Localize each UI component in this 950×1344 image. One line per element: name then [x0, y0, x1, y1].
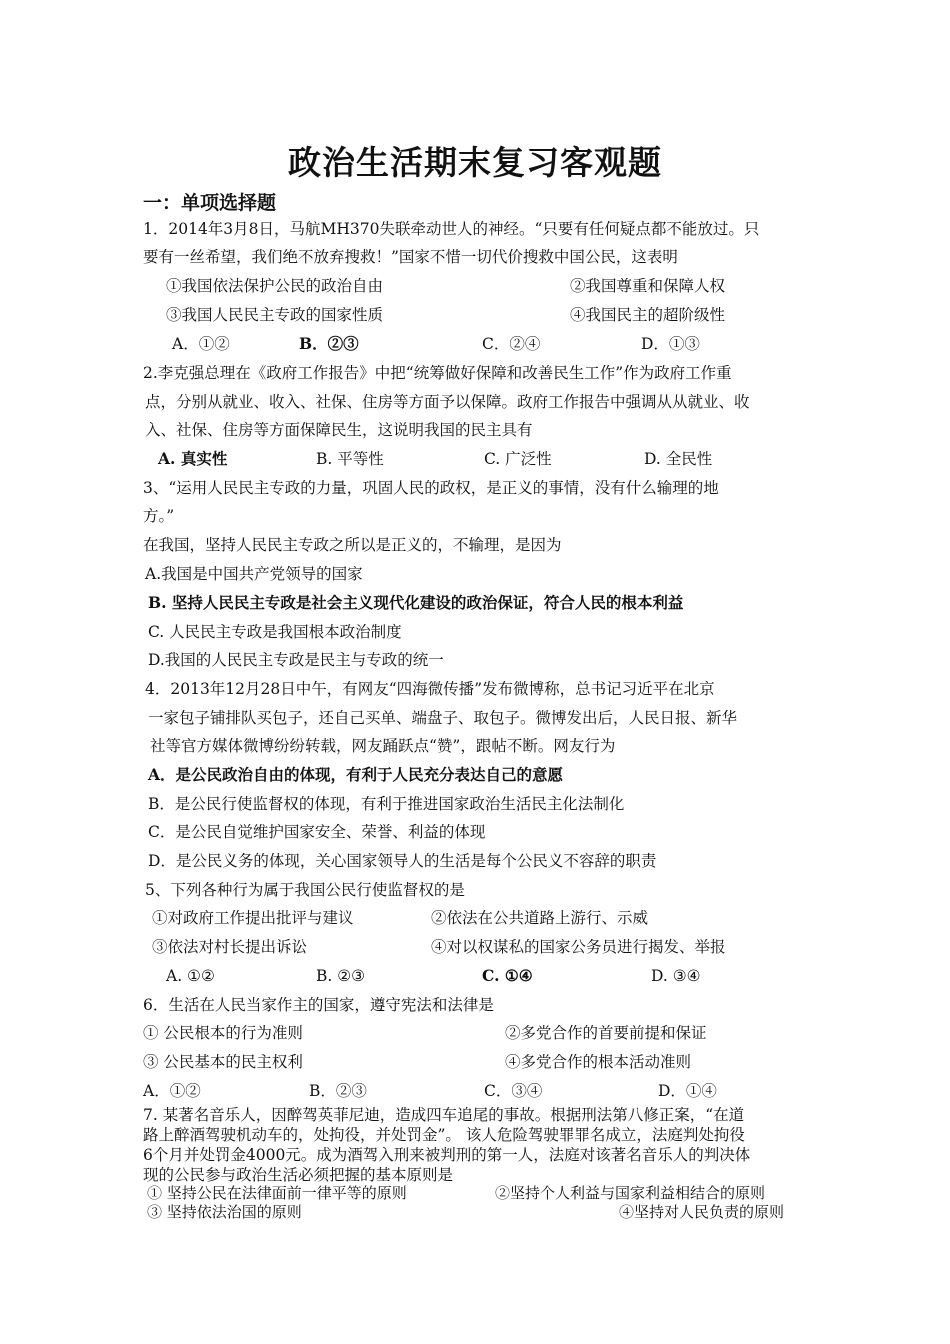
question-4-choice-d: D．是公民义务的体现，关心国家领导人的生活是每个公民义不容辞的职责: [148, 852, 657, 870]
question-3-choice-c: C. 人民民主专政是我国根本政治制度: [148, 623, 402, 641]
question-7-statement: ① 坚持公民在法律面前一律平等的原则: [147, 1184, 407, 1202]
question-7-text-line: 现的公民参与政治生活必须把握的基本原则是: [143, 1166, 454, 1184]
question-6-choice-c: C．③④: [484, 1082, 543, 1100]
question-6-statement: ① 公民根本的行为准则: [143, 1024, 303, 1042]
question-2-choice-b: B. 平等性: [316, 450, 384, 468]
question-2-text-line: 2.李克强总理在《政府工作报告》中把“统筹做好保障和改善民生工作”作为政府工作重: [143, 364, 732, 382]
question-5-statement: ④对以权谋私的国家公务员进行揭发、举报: [431, 938, 726, 956]
question-3-choice-d: D.我国的人民民主专政是民主与专政的统一: [148, 651, 444, 669]
question-1-choice-a: A．①②: [172, 335, 230, 353]
question-3-text-line: 在我国，坚持人民民主专政之所以是正义的，不输理，是因为: [143, 536, 562, 554]
question-1-choice-b: B．②③: [299, 334, 359, 353]
question-1-text-line: 要有一丝希望，我们绝不放弃搜救！”国家不惜一切代价搜救中国公民，这表明: [143, 248, 678, 266]
question-4-choice-b: B．是公民行使监督权的体现，有利于推进国家政治生活民主化法制化: [148, 795, 625, 813]
question-1-statement: ①我国依法保护公民的政治自由: [166, 277, 384, 295]
question-6-statement: ③ 公民基本的民主权利: [143, 1053, 303, 1071]
question-1-statement: ④我国民主的超阶级性: [570, 306, 726, 324]
question-4-choice-a: A．是公民政治自由的体现，有利于人民充分表达自己的意愿: [148, 765, 564, 784]
question-2-choice-a: A. 真实性: [158, 449, 228, 468]
question-6-statement: ④多党合作的根本活动准则: [505, 1053, 692, 1071]
page-title: 政治生活期末复习客观题: [288, 143, 662, 182]
question-3-text-line: 方。”: [143, 507, 175, 525]
question-4-text-line: 4．2013年12月28日中午，有网友“四海微传播”发布微博称，总书记习近平在北京: [145, 680, 715, 698]
question-6-choice-a: A．①②: [143, 1082, 201, 1100]
question-1-text-line: 1．2014年3月8日，马航MH370失联牵动世人的神经。“只要有任何疑点都不能放过。只: [143, 220, 760, 238]
question-1-statement: ③我国人民民主专政的国家性质: [166, 306, 384, 324]
question-7-text-line: 路上醉酒驾驶机动车的，处拘役，并处罚金”。 该人危险驾驶罪罪名成立，法庭判处拘役: [143, 1126, 745, 1144]
question-7-text-line: 6个月并处罚金4000元。成为酒驾入刑来被判刑的第一人，法庭对该著名音乐人的判决体: [143, 1146, 751, 1164]
question-6-statement: ②多党合作的首要前提和保证: [505, 1024, 707, 1042]
question-5-choice-b: B. ②③: [316, 967, 366, 985]
question-5-statement: ②依法在公共道路上游行、示威: [431, 909, 649, 927]
question-2-choice-d: D. 全民性: [644, 450, 713, 468]
section-heading: 一：单项选择题: [143, 192, 277, 214]
question-5-choice-a: A. ①②: [166, 967, 215, 985]
question-7-statement: ④坚持对人民负责的原则: [619, 1203, 785, 1221]
question-1-choice-d: D．①③: [641, 335, 700, 353]
question-5-choice-c: C. ①④: [482, 966, 533, 985]
question-5-text-line: 5、下列各种行为属于我国公民行使监督权的是: [145, 881, 465, 899]
question-7-text-line: 7. 某著名音乐人，因醉驾英菲尼迪，造成四车追尾的事故。根据刑法第八修正案，“在道: [143, 1106, 745, 1124]
question-3-choice-a: A.我国是中国共产党领导的国家: [145, 565, 363, 583]
question-4-choice-c: C．是公民自觉维护国家安全、荣誉、利益的体现: [148, 823, 486, 841]
question-6-text-line: 6．生活在人民当家作主的国家，遵守宪法和法律是: [143, 996, 494, 1014]
question-7-statement: ②坚持个人利益与国家利益相结合的原则: [495, 1184, 766, 1202]
question-1-statement: ②我国尊重和保障人权: [570, 277, 726, 295]
question-7-statement: ③ 坚持依法治国的原则: [147, 1203, 302, 1221]
question-5-statement: ①对政府工作提出批评与建议: [152, 909, 354, 927]
question-3-choice-b: B. 坚持人民民主专政是社会主义现代化建设的政治保证，符合人民的根本利益: [148, 593, 684, 612]
question-6-choice-d: D．①④: [658, 1082, 717, 1100]
question-2-text-line: 入、社保、住房等方面保障民生，这说明我国的民主具有: [145, 421, 533, 439]
question-5-statement: ③依法对村长提出诉讼: [152, 938, 308, 956]
question-2-text-line: 点，分别从就业、收入、社保、住房等方面予以保障。政府工作报告中强调从从就业、收: [145, 393, 750, 411]
question-6-choice-b: B．②③: [309, 1082, 367, 1100]
question-1-choice-c: C．②④: [482, 335, 541, 353]
question-3-text-line: 3、“运用人民民主专政的力量，巩固人民的政权，是正义的事情，没有什么输理的地: [143, 479, 719, 497]
question-4-text-line: 一家包子铺排队买包子，还自己买单、端盘子、取包子。微博发出后，人民日报、新华: [148, 709, 738, 727]
question-5-choice-d: D. ③④: [651, 967, 701, 985]
question-2-choice-c: C. 广泛性: [484, 450, 552, 468]
question-4-text-line: 社等官方媒体微博纷纷转载，网友踊跃点“赞”，跟帖不断。网友行为: [150, 737, 616, 755]
